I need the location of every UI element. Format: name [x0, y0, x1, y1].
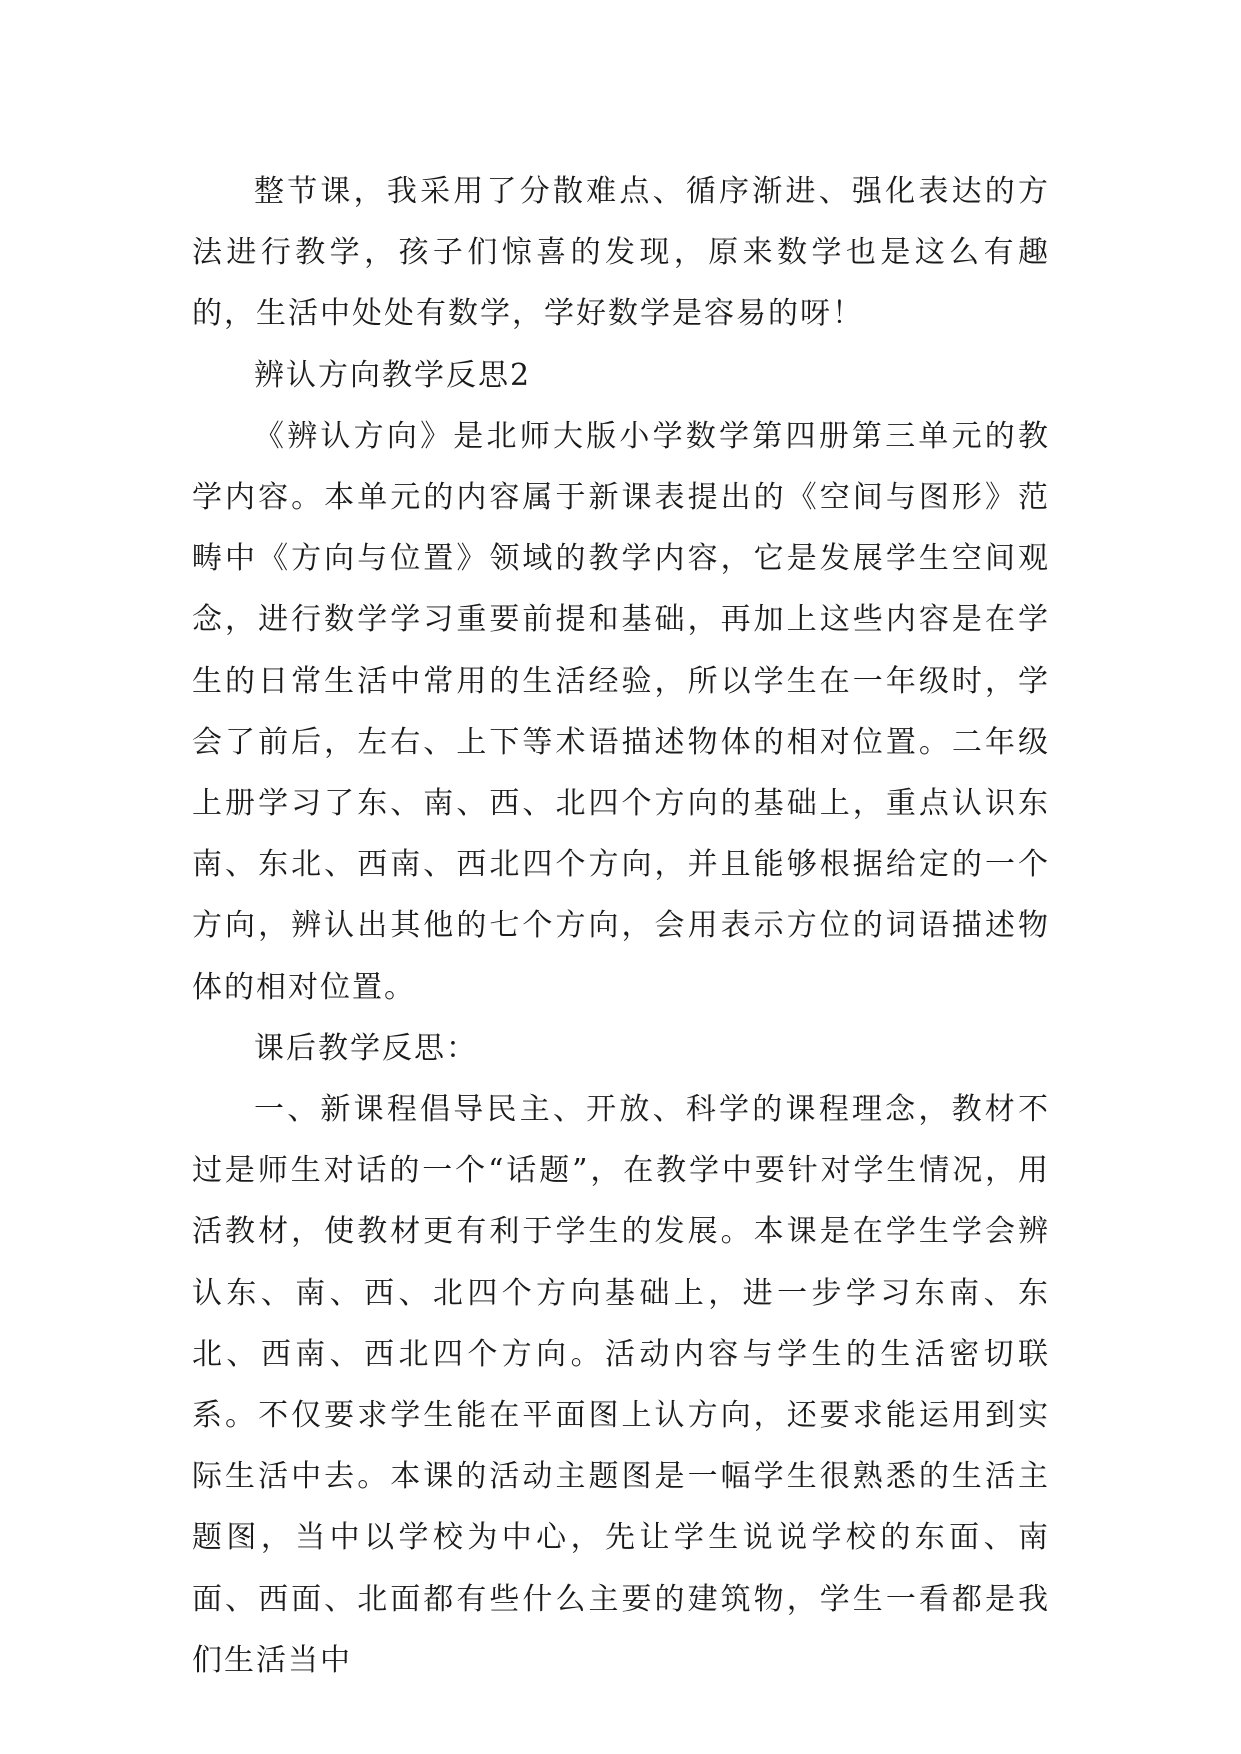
document-body — [192, 161, 1050, 1691]
paragraph-introduction: 《辨认方向》是北师大版小学数学第四册第三单元的教学内容。本单元的内容属于新课表提出的《空间与图形》范畴中《方向与位置》领域的教学内容，它是发展学生空间观念，进行数学学习重要前提和基础，再加上这些内容是在学生的日常生活中常用的生活经验，所以学生在一年级时，学会了前后，左右、上下等术语描述物体的相对位置。二年级上册学习了东、南、西、北四个方向的基础上，重点认识东南、东北、西南、西北四个方向，并且能够根据给定的一个方向，辨认出其他的七个方向，会用表示方位的词语描述物体的相对位置。 — [192, 418, 1050, 1005]
paragraph-summary: 整节课，我采用了分散难点、循序渐进、强化表达的方法进行教学，孩子们惊喜的发现，原来数学也是这么有趣的，生活中处处有数学，学好数学是容易的呀！ — [192, 174, 1050, 332]
paragraph-reflection-one: 一、新课程倡导民主、开放、科学的课程理念，教材不过是师生对话的一个“话题”，在教学中要针对学生情况，用活教材，使教材更有利于学生的发展。本课是在学生学会辨认东、南、西、北四个方向基础上，进一步学习东南、东北、西南、西北四个方向。活动内容与学生的生活密切联系。不仅要求学生能在平面图上认方向，还要求能运用到实际生活中去。本课的活动主题图是一幅学生很熟悉的生活主题图，当中以学校为中心，先让学生说说学校的东面、南面、西面、北面都有些什么主要的建筑物，学生一看都是我们生活当中 — [192, 1092, 1050, 1678]
subsection-heading: 课后教学反思： — [254, 1030, 478, 1066]
section-heading: 辨认方向教学反思2 — [254, 357, 532, 393]
